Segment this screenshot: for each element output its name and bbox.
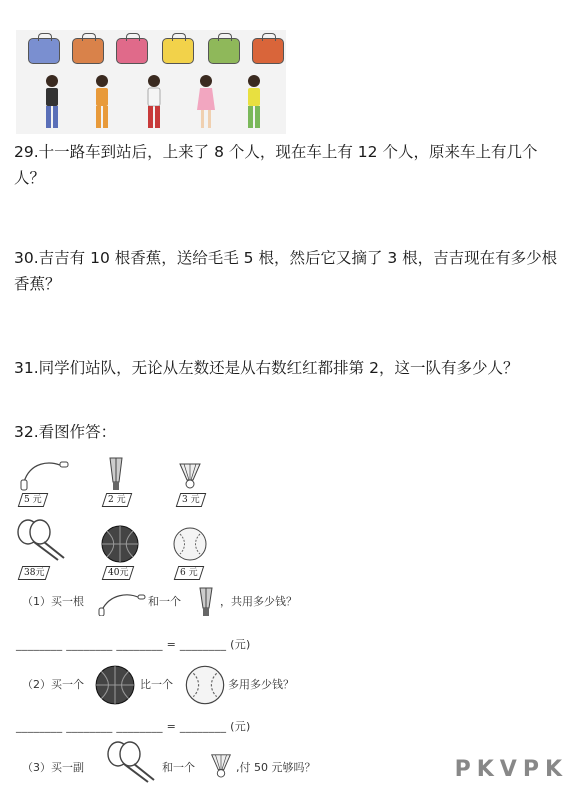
price-tag: 5 元: [18, 493, 48, 507]
baseball-icon: [172, 526, 208, 562]
price-tag: 2 元: [102, 493, 132, 507]
basketball-icon: [94, 664, 136, 706]
illustration-strip: [16, 30, 286, 134]
question-30-line1: 30.吉吉有 10 根香蕉，送给毛毛 5 根，然后它又摘了 3 根，吉吉现在有多少根: [14, 249, 558, 267]
shuttlecock-icon: [208, 750, 234, 780]
sub-question-3-text-c: ,付 50 元够吗？: [236, 761, 316, 774]
answer-blank-line[interactable]: ________ ________ ________ = ________ (元): [16, 638, 251, 651]
price-tag: 3 元: [176, 493, 206, 507]
backpack-icon: [252, 38, 284, 64]
sub-question-2-text-b: 比一个: [140, 678, 173, 691]
watermark: PKVPK: [454, 757, 568, 782]
sub-question-2-text-a: （2）买一个: [22, 678, 84, 691]
sub-question-3: [22, 760, 84, 776]
question-29-line1: 29.十一路车到站后，上来了 8 个人，现在车上有 12 个人，原来车上有几个: [14, 143, 538, 161]
question-29: [14, 139, 570, 191]
backpack-icon: [208, 38, 240, 64]
question-31: 31.同学们站队，无论从左数还是从右数红红都排第 2，这一队有多少人？: [14, 359, 519, 377]
price-tag: 40元: [102, 566, 135, 580]
basketball-icon: [100, 524, 140, 564]
sub-question-1: [22, 594, 84, 610]
jump-rope-icon: [98, 590, 146, 616]
briefcase-icon: [162, 38, 194, 64]
sub-question-1-text-a: （1）买一根: [22, 595, 84, 608]
boy-icon: [42, 74, 62, 132]
shuttlecock-feather-icon: [104, 456, 128, 492]
briefcase-icon: [72, 38, 104, 64]
question-29-line2: 人？: [14, 169, 46, 187]
boy-icon: [144, 74, 164, 132]
backpack-icon: [116, 38, 148, 64]
sub-question-1-text-c: ，共用多少钱？: [220, 595, 297, 608]
boy-icon: [92, 74, 112, 132]
sub-question-3-text-b: 和一个: [162, 761, 195, 774]
question-30-line2: 香蕉？: [14, 275, 61, 293]
girl-icon: [196, 74, 216, 132]
answer-blank-line[interactable]: ________ ________ ________ = ________ (元): [16, 720, 251, 733]
question-30: [14, 245, 570, 297]
shuttlecock-icon: [176, 460, 204, 490]
baseball-icon: [184, 664, 226, 706]
sub-question-2: [22, 677, 84, 693]
backpack-icon: [28, 38, 60, 64]
sub-question-1-text-b: 和一个: [148, 595, 181, 608]
sub-question-3-text-a: （3）买一副: [22, 761, 84, 774]
rackets-icon: [102, 740, 160, 786]
sub-question-2-text-c: 多用多少钱？: [228, 678, 294, 691]
boy-icon: [244, 74, 264, 132]
jump-rope-icon: [20, 456, 70, 492]
shuttlecock-feather-icon: [196, 586, 216, 618]
price-tag: 6 元: [174, 566, 204, 580]
price-tag: 38元: [18, 566, 51, 580]
question-32: 32.看图作答：: [14, 423, 117, 441]
rackets-icon: [14, 518, 68, 564]
